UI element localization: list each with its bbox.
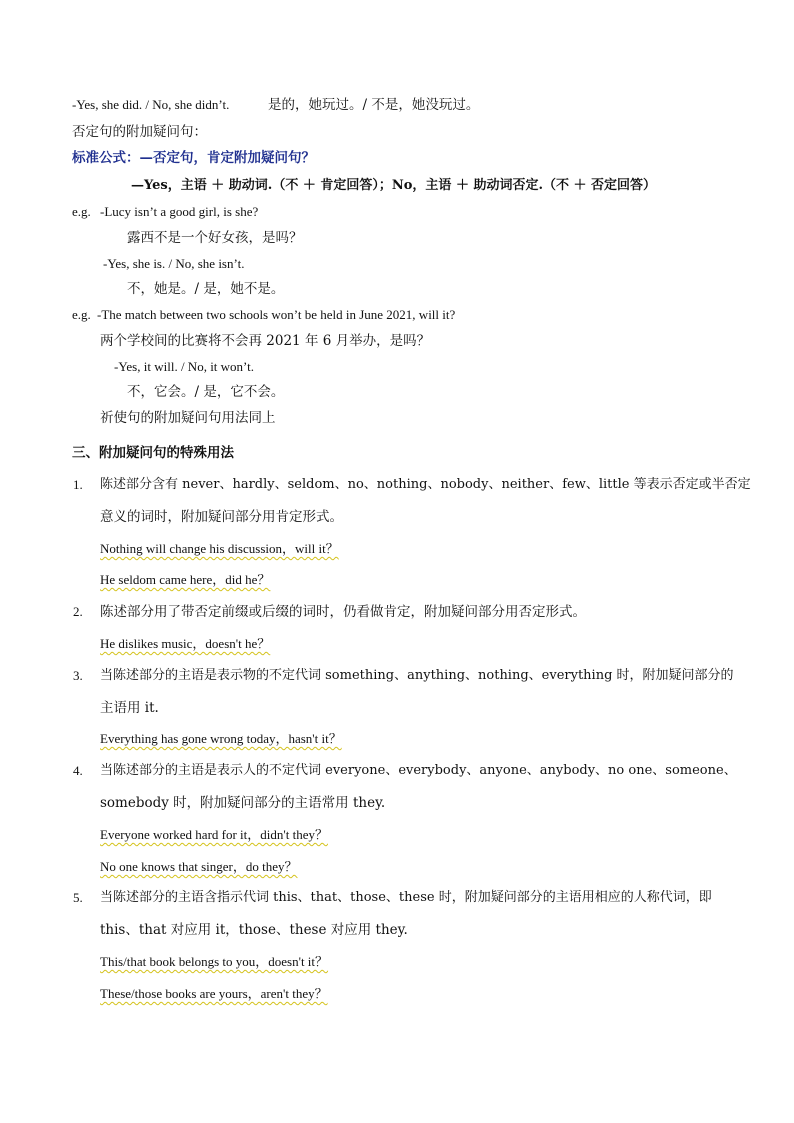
item1-number: 1. bbox=[73, 477, 83, 492]
item4-number: 4. bbox=[73, 763, 83, 778]
section-title: 三、附加疑问句的特殊用法 bbox=[72, 445, 234, 461]
item1-example1: Nothing will change his discussion，will it？ bbox=[100, 541, 339, 556]
formula-answer: —Yes，主语 ＋ 助动词.（不 ＋ 肯定回答）；No，主语 ＋ 助动词否定.（不 ＋ 否定回答） bbox=[131, 178, 657, 193]
example1-answer-chinese: 不，她是。/ 是，她不是。 bbox=[127, 281, 285, 297]
item1-line2: 意义的词时，附加疑问部分用肯定形式。 bbox=[100, 509, 343, 525]
item5-line1: 当陈述部分的主语含指示代词 this、that、those、these 时，附加疑问部分的主语用相应的人称代词，即 bbox=[100, 890, 712, 905]
imperative-note: 祈使句的附加疑问句用法同上 bbox=[100, 410, 276, 426]
item1-example2: He seldom came here，did he？ bbox=[100, 572, 271, 587]
item4-example1: Everyone worked hard for it，didn't they？ bbox=[100, 827, 328, 842]
item5-line2: this、that 对应用 it，those、these 对应用 they. bbox=[100, 922, 408, 938]
item5-example1: This/that book belongs to you，doesn't it？ bbox=[100, 954, 329, 969]
negative-title: 否定句的附加疑问句： bbox=[72, 124, 207, 140]
item4-example2: No one knows that singer，do they？ bbox=[100, 859, 298, 874]
item3-example1: Everything has gone wrong today，hasn't it？ bbox=[100, 731, 342, 746]
example2-english: -The match between two schools won’t be held in June 2021, will it? bbox=[97, 307, 456, 322]
item4-line1: 当陈述部分的主语是表示人的不定代词 everyone、everybody、anyone、anybody、no one、someone、 bbox=[100, 763, 737, 778]
item3-number: 3. bbox=[73, 668, 83, 683]
item3-line2: 主语用 it. bbox=[100, 700, 159, 716]
example1-chinese: 露西不是一个好女孩，是吗？ bbox=[127, 230, 303, 246]
example2-prefix: e.g. bbox=[72, 307, 91, 322]
example2-answer-english: -Yes, it will. / No, it won’t. bbox=[114, 359, 255, 374]
item5-number: 5. bbox=[73, 890, 83, 905]
answer-chinese: 是的，她玩过。/ 不是，她没玩过。 bbox=[268, 97, 480, 113]
item1-line1: 陈述部分含有 never、hardly、seldom、no、nothing、nobody、neither、few、little 等表示否定或半否定 bbox=[100, 477, 751, 492]
example1-english: -Lucy isn’t a good girl, is she? bbox=[100, 204, 259, 219]
example1-prefix: e.g. bbox=[72, 204, 91, 219]
item3-line1: 当陈述部分的主语是表示物的不定代词 something、anything、nothing、everything 时，附加疑问部分的 bbox=[100, 668, 734, 683]
item2-number: 2. bbox=[73, 604, 83, 619]
item2-example1: He dislikes music，doesn't he？ bbox=[100, 636, 271, 651]
item4-line2: somebody 时，附加疑问部分的主语常用 they. bbox=[100, 795, 386, 811]
item2-line1: 陈述部分用了带否定前缀或后缀的词时，仍看做肯定，附加疑问部分用否定形式。 bbox=[100, 604, 586, 620]
example1-answer-english: -Yes, she is. / No, she isn’t. bbox=[103, 256, 245, 271]
example2-answer-chinese: 不，它会。/ 是，它不会。 bbox=[127, 384, 285, 400]
answer-english: -Yes, she did. / No, she didn’t. bbox=[72, 97, 230, 112]
item5-example2: These/those books are yours，aren't they？ bbox=[100, 986, 328, 1001]
formula-label: 标准公式：—否定句，肯定附加疑问句？ bbox=[72, 150, 315, 166]
example2-chinese: 两个学校间的比赛将不会再 2021 年 6 月举办，是吗？ bbox=[100, 333, 431, 349]
